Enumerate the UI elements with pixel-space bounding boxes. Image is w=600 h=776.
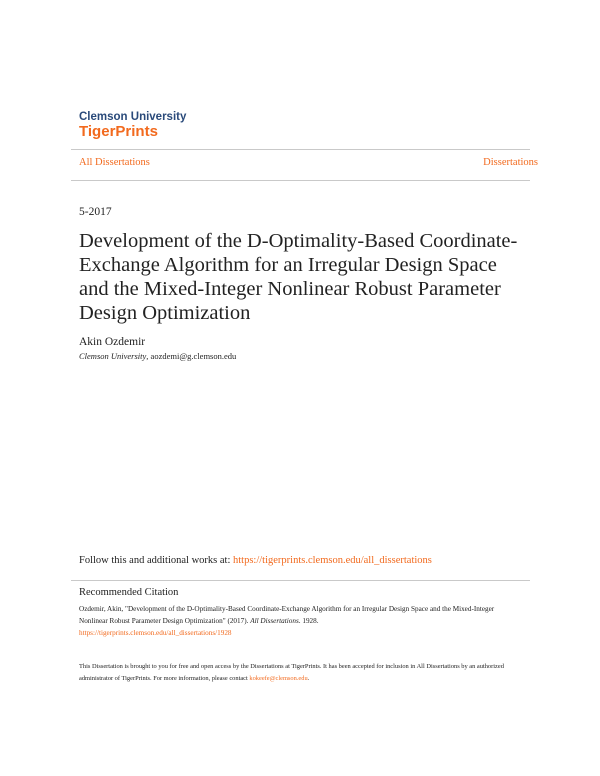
document-title: Development of the D-Optimality-Based Coordinate-Exchange Algorithm for an Irregular Design Space and the Mixed-Integer Nonlinear Robust Parameter Design Optimization [79, 230, 518, 324]
citation-text [79, 603, 524, 639]
citation-number: . 1928. [298, 617, 319, 625]
citation-url-link[interactable]: https://tigerprints.clemson.edu/all_dissertations/1928 [79, 629, 232, 637]
follow-label: Follow this and additional works at: [79, 555, 231, 566]
access-notice [79, 661, 529, 685]
publication-date: 5-2017 [79, 206, 112, 218]
author-email: aozdemi@g.clemson.edu [150, 351, 237, 361]
citation-series: All Dissertations [250, 617, 299, 625]
university-name: Clemson University [79, 111, 187, 123]
notice-text: This Dissertation is brought to you for free and open access by the Dissertations at TigerPrints. It has been accepted for inclusion in All Dissertations by an authorized administrator of TigerPrints. For more information, please contact [79, 663, 504, 682]
follow-line [79, 555, 432, 566]
all-dissertations-url-link[interactable]: https://tigerprints.clemson.edu/all_dissertations [233, 555, 432, 566]
notice-end: . [307, 675, 310, 682]
all-dissertations-link[interactable]: All Dissertations [79, 157, 150, 168]
citation-heading: Recommended Citation [79, 587, 179, 598]
citation-main: Ozdemir, Akin, "Development of the D-Optimality-Based Coordinate-Exchange Algorithm for an Irregular Design Space and the Mixed-Integer Nonlinear Robust Parameter Design Optimization" (2017). [79, 605, 495, 625]
repository-logo-text: TigerPrints [79, 123, 158, 140]
dissertations-link[interactable]: Dissertations [483, 157, 538, 168]
author-name: Akin Ozdemir [79, 336, 146, 348]
citation-divider [71, 580, 530, 581]
author-affiliation: Clemson University, aozdemi@g.clemson.edu [79, 351, 237, 361]
bottom-divider [71, 180, 530, 181]
contact-email-link[interactable]: kokeefe@clemson.edu [249, 675, 308, 682]
affiliation-name: Clemson University [79, 351, 147, 361]
top-divider [71, 149, 530, 150]
